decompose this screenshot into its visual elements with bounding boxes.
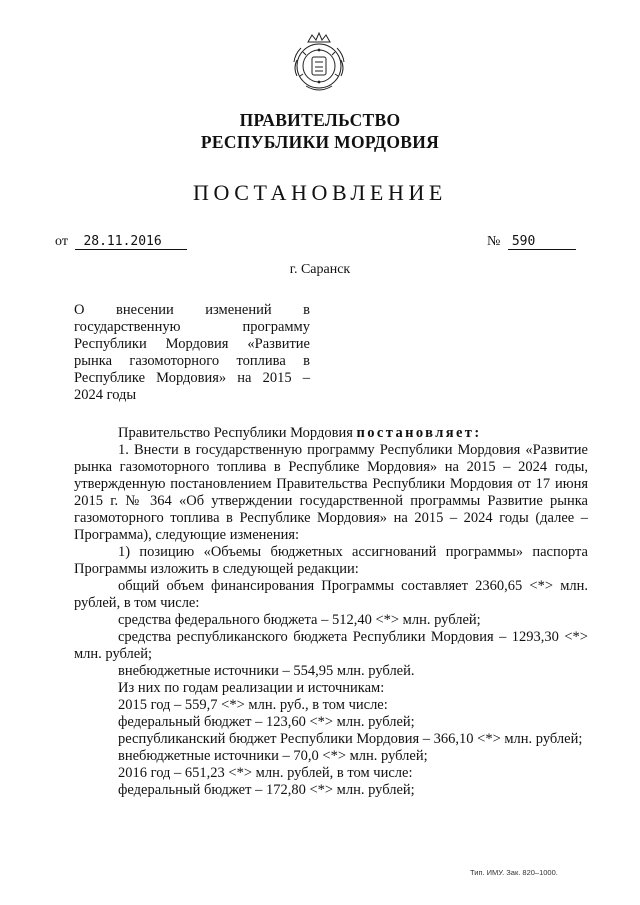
document-type: ПОСТАНОВЛЕНИЕ (193, 180, 447, 205)
body-line: Из них по годам реализации и источникам: (118, 680, 385, 696)
preamble-emphasis: постановляет: (356, 425, 482, 441)
body-line: внебюджетные источники – 70,0 <*> млн. рублей; (118, 748, 428, 764)
document-number: 590 (508, 234, 576, 250)
body-line: 2016 год – 651,23 <*> млн. рублей, в том числе: (118, 765, 413, 781)
date-label: от (55, 234, 68, 249)
number-label: № (487, 234, 501, 249)
body-line: федеральный бюджет – 123,60 <*> млн. рублей; (118, 714, 415, 730)
body-line: средства федерального бюджета – 512,40 <*> млн. рублей; (118, 612, 481, 628)
org-title-line1: ПРАВИТЕЛЬСТВО (239, 110, 401, 130)
body-line: средства республиканского бюджета Республики Мордовия – 1293,30 <*> млн. рублей; (74, 629, 588, 662)
document-body (74, 425, 588, 799)
body-line: 2015 год – 559,7 <*> млн. руб., в том числе: (118, 697, 388, 713)
paragraph-2: 1) позицию «Объемы бюджетных ассигнований программы» паспорта Программы изложить в следующей редакции: (74, 544, 588, 577)
coat-of-arms-emblem-icon (288, 30, 350, 96)
city-line: г. Саранск (289, 262, 351, 277)
number-line (487, 234, 576, 250)
preamble (74, 425, 588, 442)
body-line: внебюджетные источники – 554,95 млн. рублей. (118, 663, 415, 679)
body-line: общий объем финансирования Программы составляет 2360,65 <*> млн. рублей, в том числе: (74, 578, 588, 611)
body-line: республиканский бюджет Республики Мордовия – 366,10 <*> млн. рублей; (118, 731, 583, 747)
org-title-line2: РЕСПУБЛИКИ МОРДОВИЯ (200, 132, 440, 152)
paragraph-1: 1. Внести в государственную программу Республики Мордовия «Развитие рынка газомоторного топлива в Республике Мордовия» на 2015 – 2024 годы, утвержденную постановлением Правительства Республики Мордовия от 17 июня 2015 г. № 364 «Об утверждении государственной программы Развитие рынка газомоторного топлива в Республике Мордовия» на 2015 – 2024 годы (далее – Программа), следующие изменения: (74, 442, 588, 543)
document-subject: О внесении изменений в государственную программу Республики Мордовия «Развитие рынка газомоторного топлива в Республике Мордовия» на 2015 – 2024 годы (74, 302, 310, 403)
body-line: федеральный бюджет – 172,80 <*> млн. рублей; (118, 782, 415, 798)
preamble-text: Правительство Республики Мордовия (118, 425, 353, 441)
document-date: 28.11.2016 (75, 234, 187, 250)
date-line (55, 234, 187, 250)
print-footer: Тип. ИМУ. Зак. 820–1000. (470, 868, 558, 877)
